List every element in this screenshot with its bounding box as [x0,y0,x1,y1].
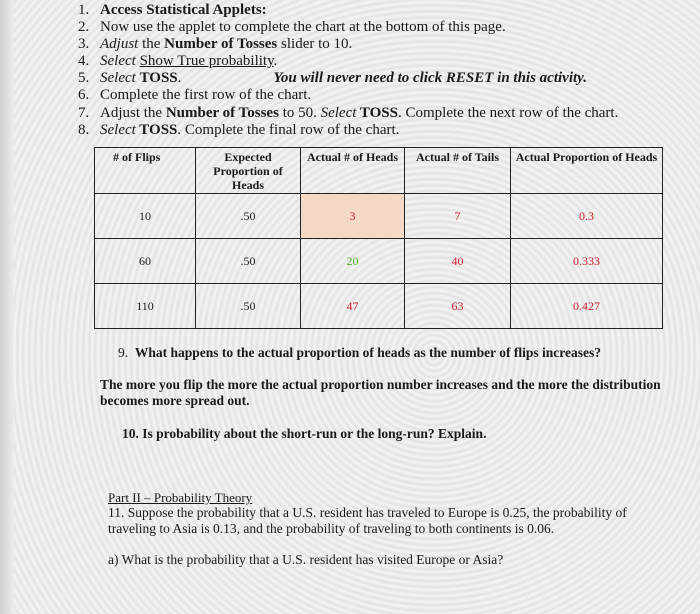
question-10: 10. Is probability about the short-run or the long-run? Explain. [122,426,487,441]
question-11a: a) What is the probability that a U.S. resident has visited Europe or Asia? [108,552,504,567]
cell-proportion[interactable]: 0.427 [511,284,663,329]
cell-heads[interactable]: 47 [301,284,405,329]
step-5: 5. Select TOSS. You will never need to click RESET in this activity. [78,70,588,87]
cell-flips[interactable]: 60 [95,239,196,284]
cell-heads[interactable]: 20 [301,239,405,284]
table-row [95,284,663,329]
header-expected: Expected Proportion of Heads [196,148,301,194]
coin-toss-chart [94,147,663,329]
cell-tails[interactable]: 40 [405,239,511,284]
instruction-list [78,2,618,139]
header-tails: Actual # of Tails [405,148,511,194]
part2-title: Part II – Probability Theory [108,490,253,505]
step-7: 7. Adjust the Number of Tosses to 50. Select TOSS. Complete the next row of the chart. [78,104,619,121]
cell-proportion[interactable]: 0.3 [511,194,663,239]
step-6: 6. Complete the first row of the chart. [78,87,312,104]
cell-tails[interactable]: 63 [405,284,511,329]
table-row [95,194,663,239]
table-header-row [95,148,663,194]
header-heads: Actual # of Heads [301,148,405,194]
step-2: 2. Now use the applet to complete the chart at the bottom of this page. [78,19,506,36]
step-8: 8. Select TOSS. Complete the final row of the chart. [78,121,400,138]
cell-heads[interactable]: 3 [301,194,405,239]
table-row [95,239,663,284]
question-11: 11. Suppose the probability that a U.S. resident has traveled to Europe is 0.25, the probability of traveling to Asia is 0.13, and the probability of traveling to both continents is 0.06. [108,505,627,536]
step-4: 4. Select Show True probability. [78,53,278,70]
cell-expected[interactable]: .50 [196,239,301,284]
cell-flips[interactable]: 110 [95,284,196,329]
answer-9: The more you flip the more the actual proportion number increases and the more the distribution becomes more spread out. [100,377,661,408]
cell-tails[interactable]: 7 [405,194,511,239]
cell-flips[interactable]: 10 [95,194,196,239]
cell-proportion[interactable]: 0.333 [511,239,663,284]
cell-expected[interactable]: .50 [196,194,301,239]
header-proportion: Actual Proportion of Heads [511,148,663,194]
page-edge [0,0,14,614]
step-3: 3. Adjust the Number of Tosses slider to 10. [78,36,353,53]
header-flips: # of Flips [95,148,196,194]
cell-expected[interactable]: .50 [196,284,301,329]
step-1: 1. Access Statistical Applets: [78,2,267,18]
question-9: 9. What happens to the actual proportion of heads as the number of flips increases? [118,345,602,360]
